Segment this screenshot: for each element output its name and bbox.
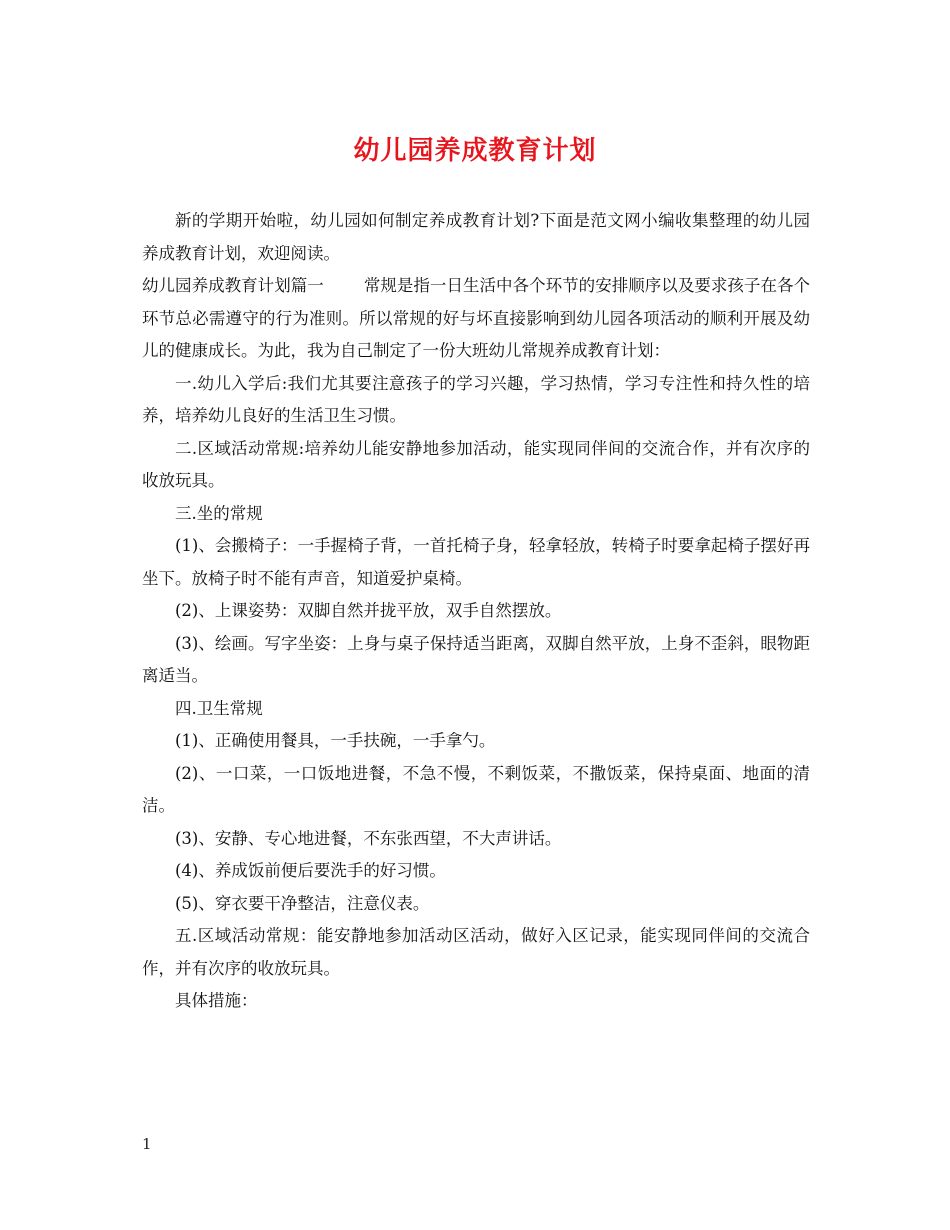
document-title: 幼儿园养成教育计划 (353, 136, 597, 166)
paragraph-7: 四.卫生常规 (175, 698, 263, 718)
paragraph-8: (1)、正确使用餐具，一手扶碗，一手拿勺。 (175, 731, 496, 750)
paragraph-10: (3)、安静、专心地进餐，不东张西望，不大声讲话。 (175, 828, 562, 848)
page-number: 1 (142, 1135, 152, 1153)
paragraph-9: (2)、一口菜，一口饭地进餐，不急不慢，不剩饭菜，不撒饭菜，保持桌面、地面的清洁。 (142, 763, 810, 815)
paragraph-3: 三.坐的常规 (175, 503, 263, 523)
paragraph-13: 五.区域活动常规：能安静地参加活动区活动，做好入区记录，能实现同伴间的交流合作，并有次序的收放玩具。 (142, 926, 810, 978)
paragraph-12: (5)、穿衣要干净整洁，注意仪表。 (175, 893, 430, 913)
paragraph-2: 二.区域活动常规:培养幼儿能安静地参加活动，能实现同伴间的交流合作，并有次序的收放玩具。 (142, 438, 810, 490)
section-paragraph (142, 270, 810, 368)
document-body (142, 205, 810, 1018)
paragraph-6: (3)、绘画。写字坐姿：上身与桌子保持适当距离，双脚自然平放，上身不歪斜，眼物距离适当。 (142, 633, 810, 685)
paragraph-4: (1)、会搬椅子：一手握椅子背，一首托椅子身，轻拿轻放，转椅子时要拿起椅子摆好再坐下。放椅子时不能有声音，知道爱护桌椅。 (142, 536, 810, 588)
paragraph-11: (4)、养成饭前便后要洗手的好习惯。 (175, 861, 446, 880)
section-text: 常规是指一日生活中各个环节的安排顺序以及要求孩子在各个环节总必需遵守的行为准则。所以常规的好与坏直接影响到幼儿园各项活动的顺利开展及幼儿的健康成长。为此，我为自己制定了一份大班幼儿常规养成教育计划： (142, 276, 811, 360)
paragraph-1: 一.幼儿入学后:我们尤其要注意孩子的学习兴趣，学习热情，学习专注性和持久性的培养，培养幼儿良好的生活卫生习惯。 (142, 373, 810, 425)
intro-paragraph: 新的学期开始啦，幼儿园如何制定养成教育计划?下面是范文网小编收集整理的幼儿园养成教育计划，欢迎阅读。 (142, 211, 810, 263)
paragraph-5: (2)、上课姿势：双脚自然并拢平放，双手自然摆放。 (175, 601, 562, 620)
section-label: 幼儿园养成教育计划篇一 (142, 276, 324, 295)
paragraph-14: 具体措施： (175, 991, 258, 1010)
